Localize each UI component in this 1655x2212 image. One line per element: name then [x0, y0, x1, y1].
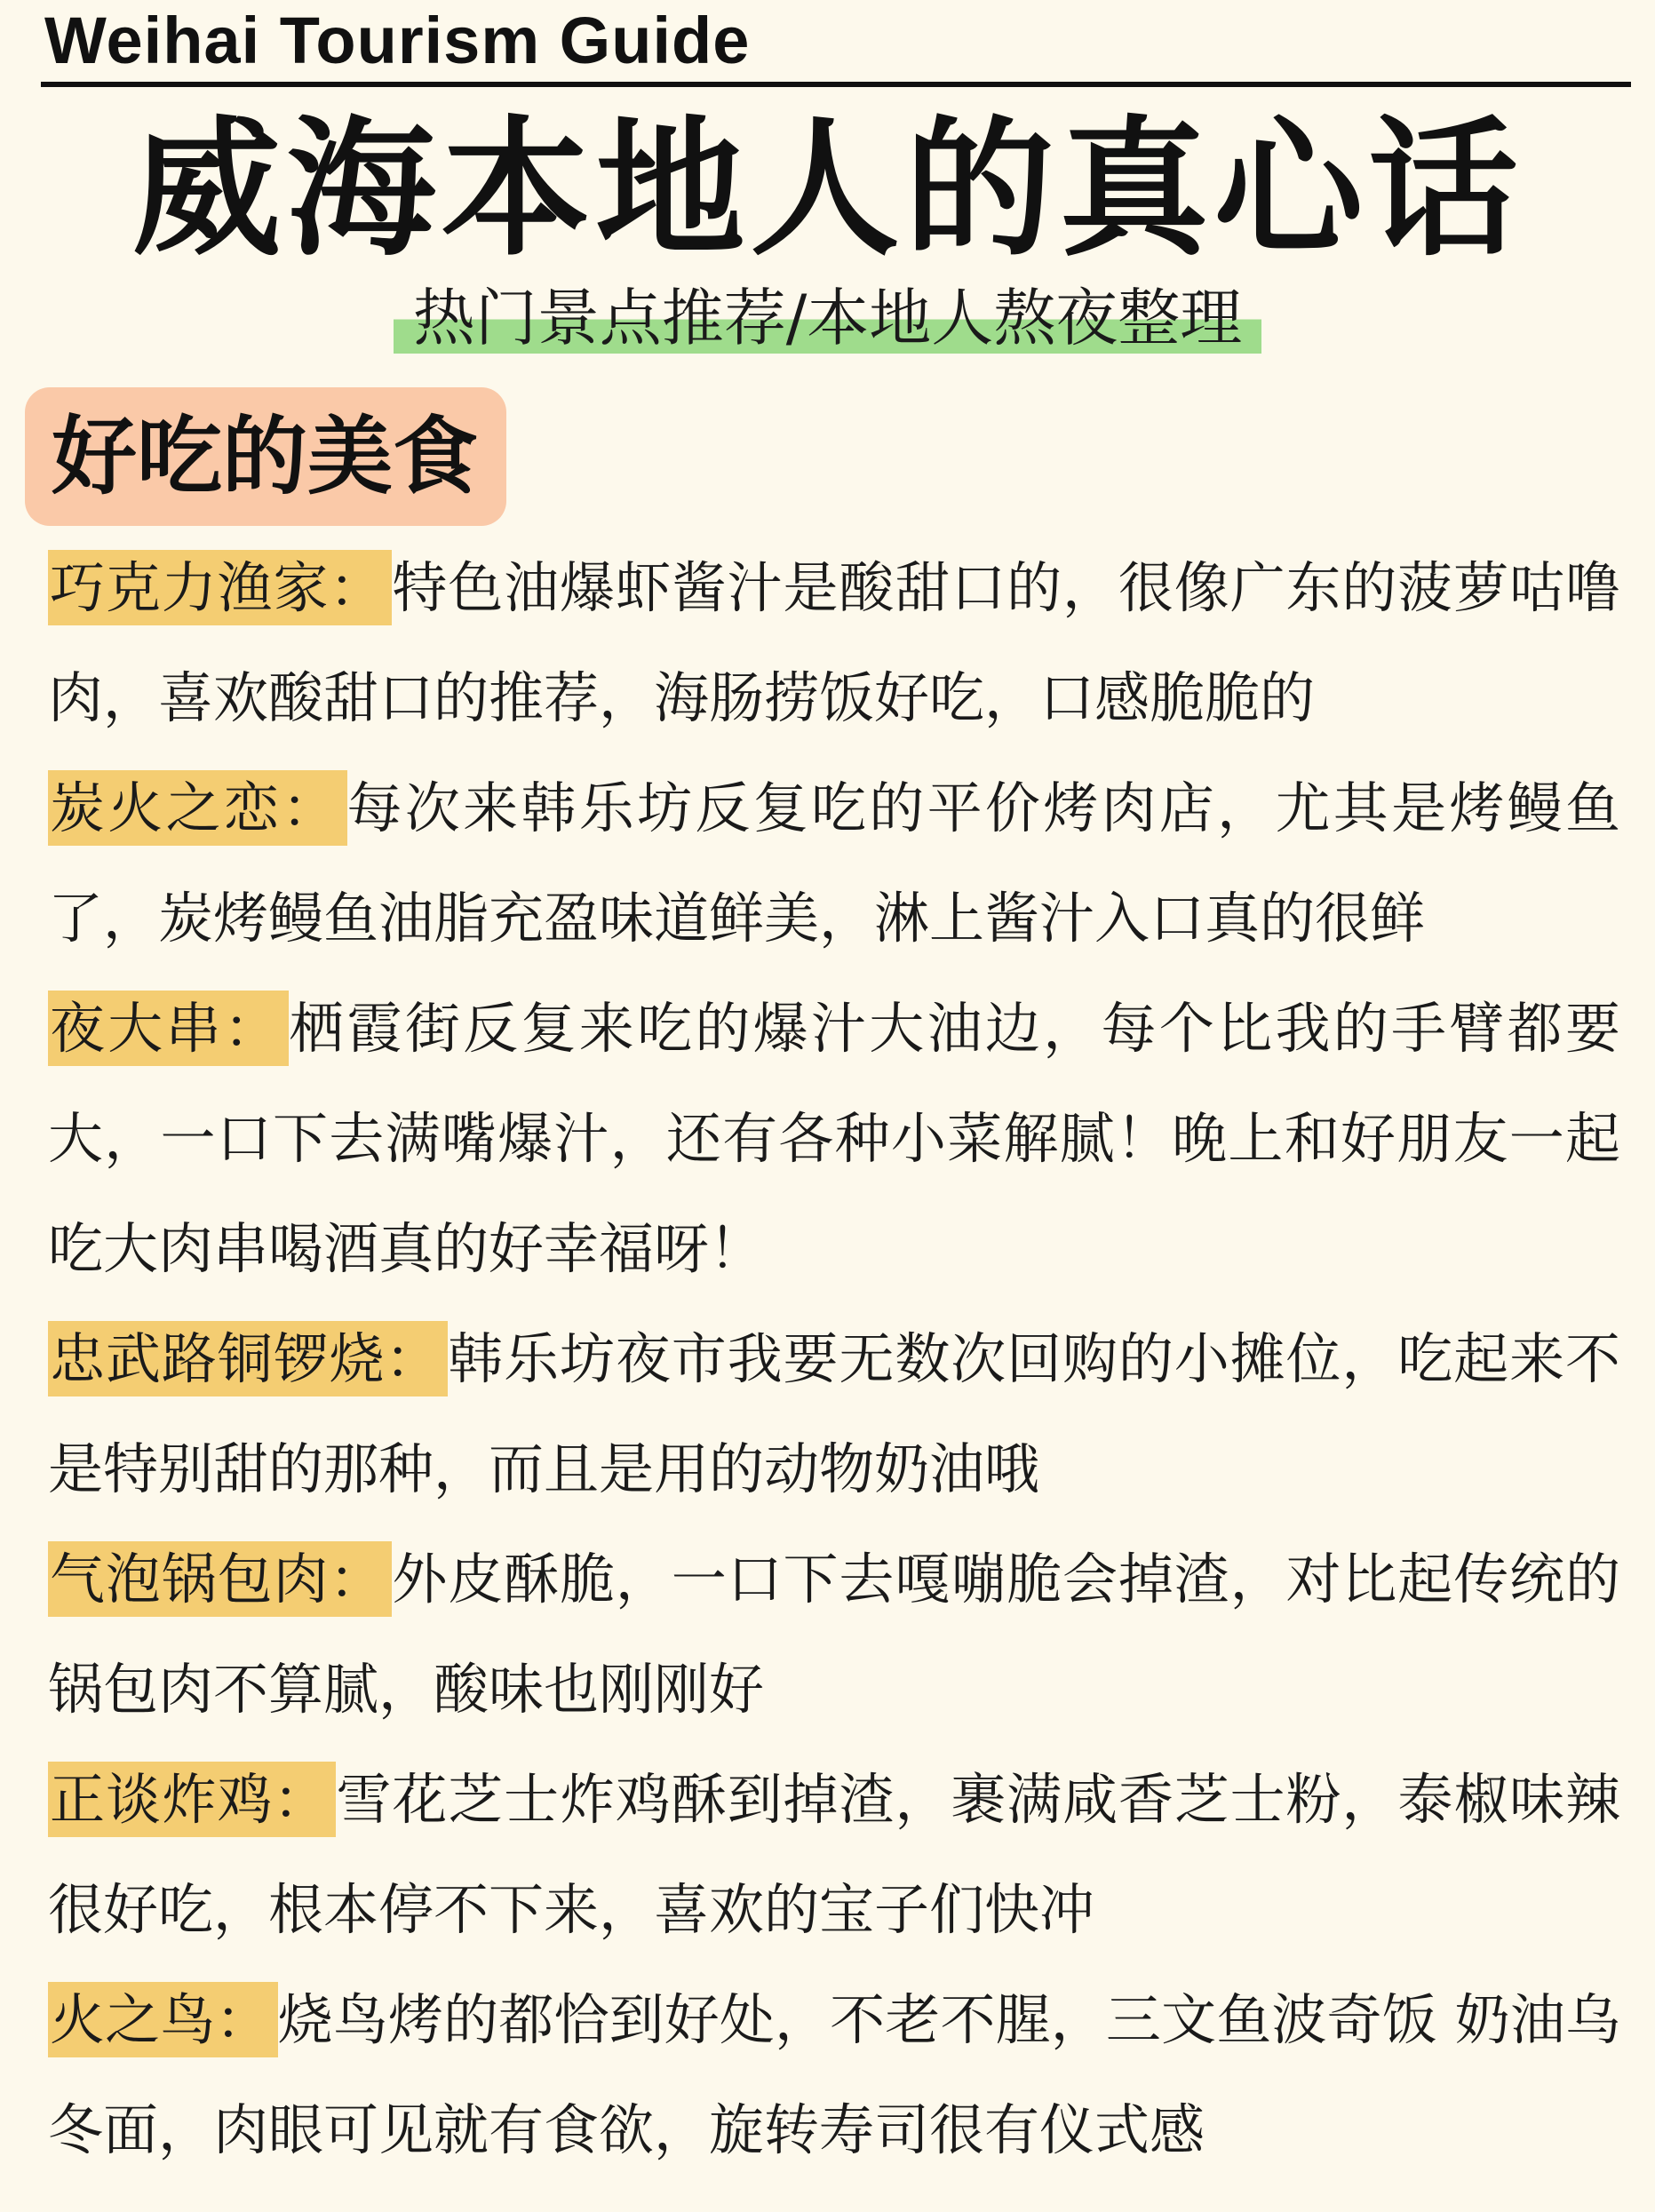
food-description: 烧鸟烤的都恰到好处，不老不腥，三文鱼波奇饭 奶油乌冬面，肉眼可见就有食欲，旋转寿司很有仪式感 — [48, 1987, 1620, 2162]
section-heading: 好吃的美食 — [52, 407, 478, 506]
food-description: 韩乐坊夜市我要无数次回购的小摊位，吃起来不是特别甜的那种，而且是用的动物奶油哦 — [48, 1326, 1620, 1501]
food-entry-0 — [48, 533, 1620, 753]
food-name: 正谈炸鸡： — [48, 1762, 336, 1837]
food-name: 火之鸟： — [48, 1982, 278, 2057]
food-name: 夜大串： — [48, 991, 289, 1066]
food-description: 外皮酥脆，一口下去嘎嘣脆会掉渣，对比起传统的锅包肉不算腻，酸味也刚刚好 — [48, 1547, 1620, 1722]
food-name: 炭火之恋： — [48, 770, 347, 846]
header-divider — [41, 82, 1631, 87]
food-list — [48, 533, 1620, 2185]
food-description: 每次来韩乐坊反复吃的平价烤肉店，尤其是烤鳗鱼了，炭烤鳗鱼油脂充盈味道鲜美，淋上酱汁入口真的很鲜 — [48, 776, 1620, 951]
page-subtitle: 热门景点推荐/本地人熬夜整理 — [394, 282, 1262, 354]
food-name: 气泡锅包肉： — [48, 1541, 392, 1617]
food-entry-3 — [48, 1304, 1620, 1524]
brand-title: Weihai Tourism Guide — [44, 4, 751, 77]
food-name: 忠武路铜锣烧： — [48, 1321, 448, 1396]
food-entry-2 — [48, 974, 1620, 1304]
section-tag — [25, 387, 506, 526]
food-description: 栖霞街反复来吃的爆汁大油边，每个比我的手臂都要大，一口下去满嘴爆汁，还有各种小菜解腻！晚上和好朋友一起吃大肉串喝酒真的好幸福呀！ — [48, 996, 1620, 1281]
food-description: 特色油爆虾酱汁是酸甜口的，很像广东的菠萝咕噜肉，喜欢酸甜口的推荐，海肠捞饭好吃，口感脆脆的 — [48, 555, 1620, 730]
food-entry-6 — [48, 1965, 1620, 2185]
food-entry-5 — [48, 1745, 1620, 1965]
food-entry-1 — [48, 753, 1620, 974]
subtitle-container — [0, 282, 1655, 354]
food-entry-4 — [48, 1524, 1620, 1745]
page-title: 威海本地人的真心话 — [131, 102, 1524, 276]
food-name: 巧克力渔家： — [48, 550, 392, 625]
food-description: 雪花芝士炸鸡酥到掉渣，裹满咸香芝士粉，泰椒味辣很好吃，根本停不下来，喜欢的宝子们快冲 — [48, 1767, 1620, 1942]
